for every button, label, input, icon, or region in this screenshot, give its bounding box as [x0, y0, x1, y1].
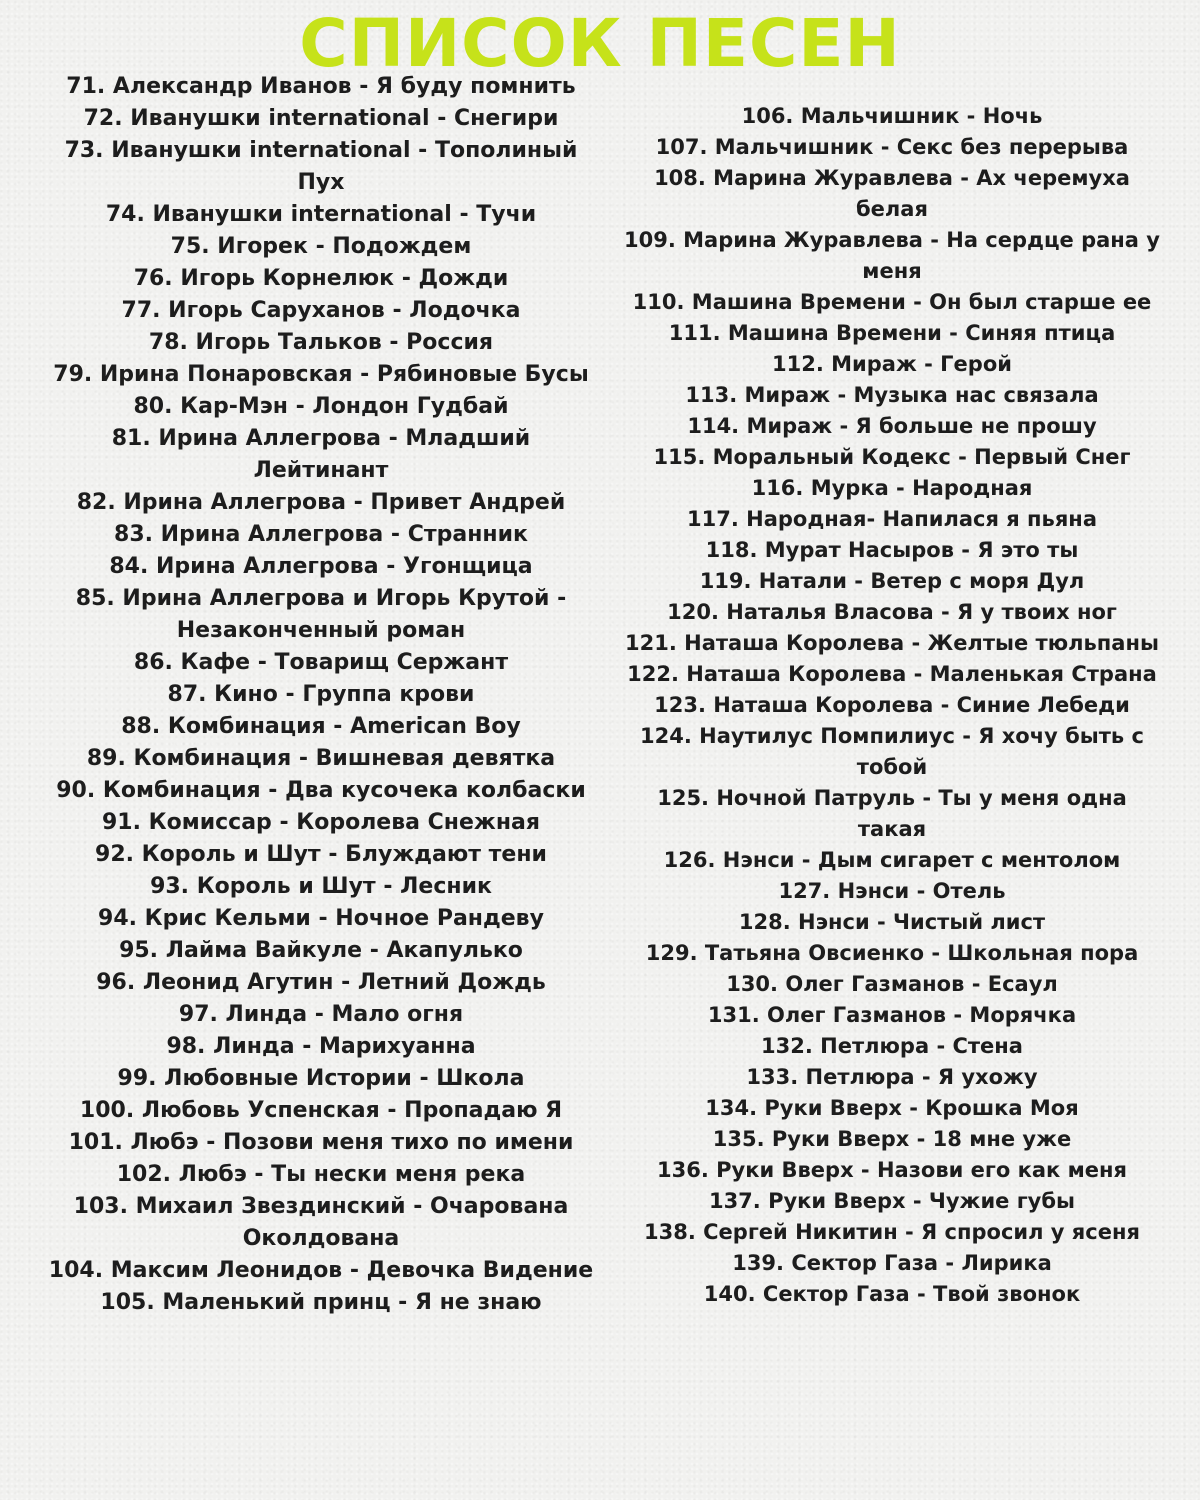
song-item: 83. Ирина Аллегрова - Странник — [114, 522, 528, 547]
song-item: 138. Сергей Никитин - Я спросил у ясеня — [644, 1220, 1140, 1244]
song-item: 102. Любэ - Ты нески меня река — [116, 1162, 526, 1187]
song-item: 133. Петлюра - Я ухожу — [746, 1065, 1038, 1089]
song-item: 107. Мальчишник - Секс без перерыва — [655, 135, 1129, 159]
song-item: 136. Руки Вверх - Назови его как меня — [657, 1158, 1127, 1182]
song-item: 129. Татьяна Овсиенко - Школьная пора — [645, 941, 1139, 965]
song-item: 86. Кафе - Товарищ Сержант — [133, 650, 509, 675]
song-item: 115. Моральный Кодекс - Первый Снег — [653, 445, 1131, 469]
song-item: 80. Кар-Мэн - Лондон Гудбай — [133, 394, 509, 419]
song-item: 104. Максим Леонидов - Девочка Видение — [48, 1258, 594, 1283]
song-item: 71. Александр Иванов - Я буду помнить — [66, 74, 576, 99]
song-item: 125. Ночной Патруль - Ты у меня одна такая — [657, 786, 1127, 841]
song-item: 84. Ирина Аллегрова - Угонщица — [109, 554, 533, 579]
song-item: 81. Ирина Аллегрова - Младший Лейтинант — [111, 426, 531, 483]
song-item: 114. Мираж - Я больше не прошу — [687, 414, 1097, 438]
song-list-left — [46, 71, 596, 1319]
song-item: 92. Король и Шут - Блуждают тени — [95, 842, 547, 867]
song-item: 121. Наташа Королева - Желтые тюльпаны — [625, 631, 1159, 655]
song-item: 103. Михаил Звездинский - Очарована Околдована — [73, 1194, 569, 1251]
song-item: 89. Комбинация - Вишневая девятка — [86, 746, 556, 771]
song-item: 123. Наташа Королева - Синие Лебеди — [654, 693, 1130, 717]
song-item: 112. Мираж - Герой — [772, 352, 1012, 376]
song-item: 130. Олег Газманов - Есаул — [726, 972, 1058, 996]
song-item: 127. Нэнси - Отель — [778, 879, 1006, 903]
song-item: 122. Наташа Королева - Маленькая Страна — [627, 662, 1157, 686]
song-item: 100. Любовь Успенская - Пропадаю Я — [79, 1098, 563, 1123]
page-title: СПИСОК ПЕСЕН — [299, 5, 901, 82]
song-item: 110. Машина Времени - Он был старше ее — [632, 290, 1152, 314]
song-item: 96. Леонид Агутин - Летний Дождь — [96, 970, 546, 995]
song-list-right — [622, 101, 1162, 1310]
song-item: 105. Маленький принц - Я не знаю — [100, 1290, 542, 1315]
song-item: 88. Комбинация - American Boy — [121, 714, 521, 739]
song-item: 117. Народная- Напилася я пьяна — [687, 507, 1097, 531]
song-item: 76. Игорь Корнелюк - Дожди — [133, 266, 509, 291]
song-item: 137. Руки Вверх - Чужие губы — [708, 1189, 1076, 1213]
song-item: 72. Иванушки international - Снегири — [83, 106, 559, 131]
song-item: 97. Линда - Мало огня — [178, 1002, 464, 1027]
song-item: 124. Наутилус Помпилиус - Я хочу быть с тобой — [640, 724, 1144, 779]
song-item: 106. Мальчишник - Ночь — [741, 104, 1043, 128]
song-item: 82. Ирина Аллегрова - Привет Андрей — [76, 490, 566, 515]
song-item: 94. Крис Кельми - Ночное Рандеву — [98, 906, 544, 931]
song-item: 128. Нэнси - Чистый лист — [738, 910, 1046, 934]
song-item: 85. Ирина Аллегрова и Игорь Крутой - Незаконченный роман — [75, 586, 567, 643]
song-item: 95. Лайма Вайкуле - Акапулько — [119, 938, 523, 963]
song-item: 99. Любовные Истории - Школа — [117, 1066, 525, 1091]
song-item: 90. Комбинация - Два кусочека колбаски — [56, 778, 586, 803]
song-item: 91. Комиссар - Королева Снежная — [101, 810, 540, 835]
song-item: 75. Игорек - Подождем — [170, 234, 472, 259]
song-item: 116. Мурка - Народная — [751, 476, 1033, 500]
song-item: 132. Петлюра - Стена — [761, 1034, 1023, 1058]
song-item: 109. Марина Журавлева - На сердце рана у меня — [624, 228, 1160, 283]
song-item: 98. Линда - Марихуанна — [166, 1034, 476, 1059]
song-item: 131. Олег Газманов - Морячка — [707, 1003, 1077, 1027]
song-item: 87. Кино - Группа крови — [167, 682, 475, 707]
song-item: 93. Король и Шут - Лесник — [150, 874, 492, 899]
song-item: 113. Мираж - Музыка нас связала — [685, 383, 1099, 407]
song-item: 126. Нэнси - Дым сигарет с ментолом — [663, 848, 1121, 872]
song-item: 120. Наталья Власова - Я у твоих ног — [667, 600, 1117, 624]
song-item: 135. Руки Вверх - 18 мне уже — [712, 1127, 1072, 1151]
song-item: 78. Игорь Тальков - Россия — [148, 330, 494, 355]
song-item: 134. Руки Вверх - Крошка Моя — [705, 1096, 1079, 1120]
song-item: 139. Сектор Газа - Лирика — [732, 1251, 1052, 1275]
song-item: 119. Натали - Ветер с моря Дул — [699, 569, 1085, 593]
song-item: 79. Ирина Понаровская - Рябиновые Бусы — [53, 362, 589, 387]
song-item: 140. Сектор Газа - Твой звонок — [703, 1282, 1081, 1306]
song-item: 77. Игорь Саруханов - Лодочка — [121, 298, 521, 323]
song-item: 74. Иванушки international - Тучи — [105, 202, 537, 227]
song-item: 108. Марина Журавлева - Ах черемуха белая — [654, 166, 1130, 221]
song-item: 73. Иванушки international - Тополиный Пух — [64, 138, 578, 195]
song-item: 118. Мурат Насыров - Я это ты — [705, 538, 1079, 562]
song-item: 111. Машина Времени - Синяя птица — [668, 321, 1116, 345]
song-item: 101. Любэ - Позови меня тихо по имени — [68, 1130, 574, 1155]
